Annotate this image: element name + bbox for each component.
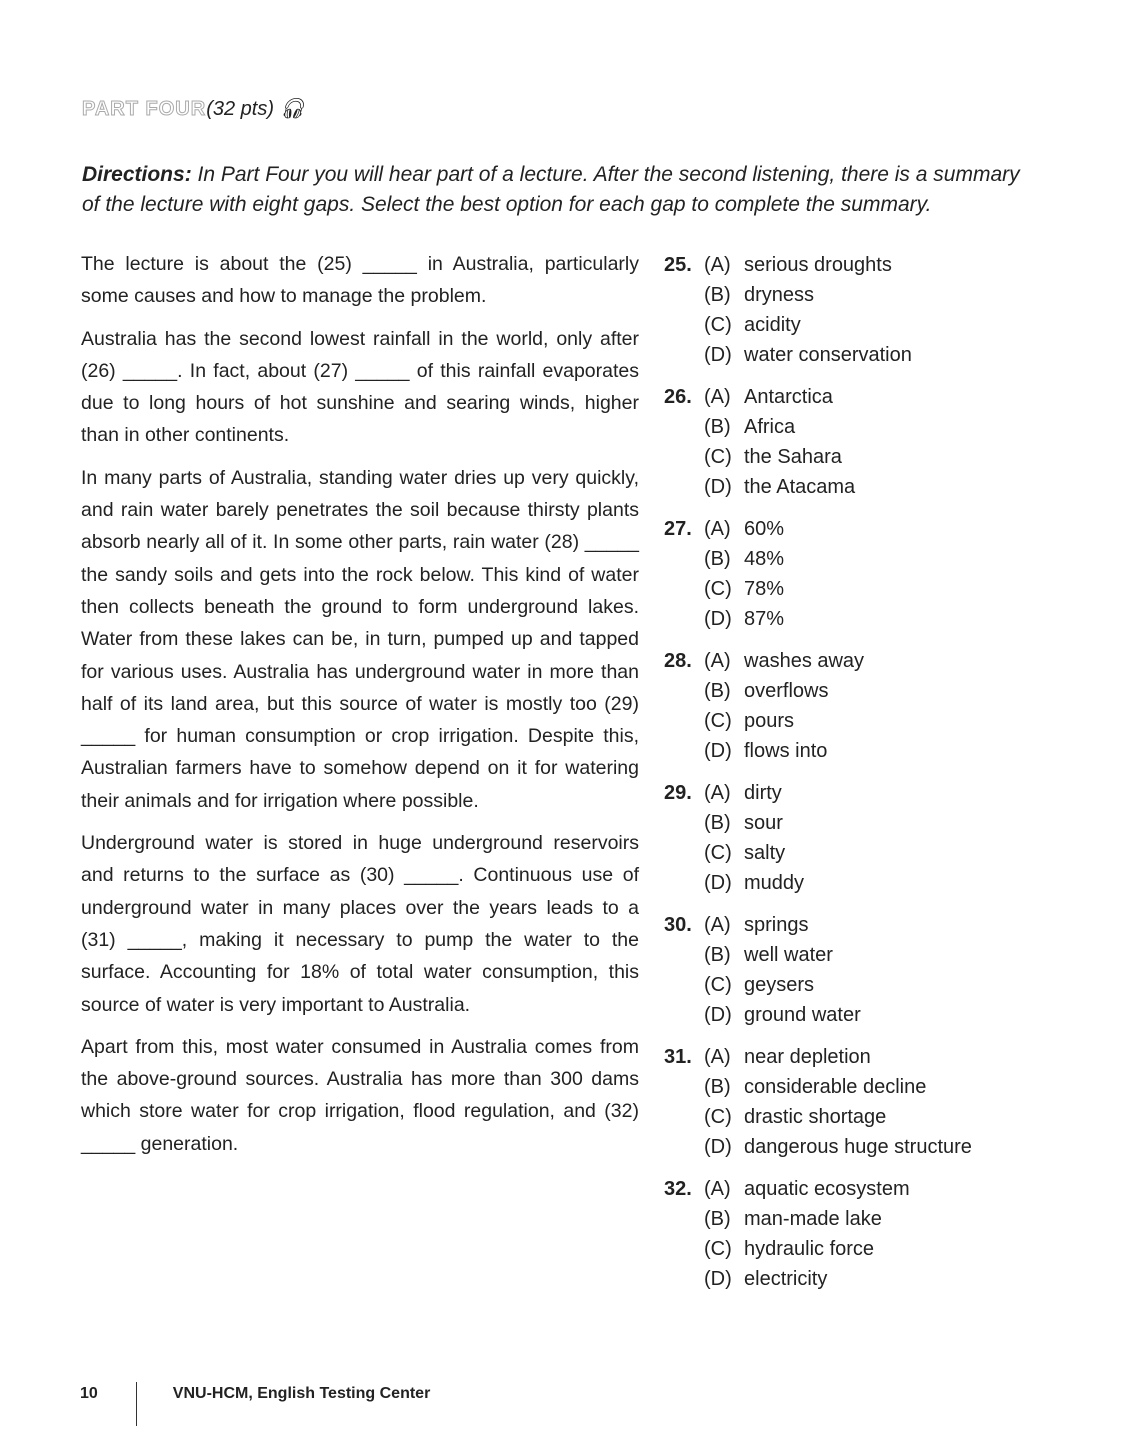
option-letter: (B) bbox=[704, 1208, 731, 1230]
points: (32 pts) bbox=[206, 98, 274, 120]
question-number bbox=[664, 310, 704, 340]
option-text: considerable decline bbox=[744, 1076, 927, 1098]
option-text: overflows bbox=[744, 680, 829, 702]
option-text: well water bbox=[744, 944, 833, 966]
question-number: 32. bbox=[664, 1178, 692, 1200]
option-text: drastic shortage bbox=[744, 1106, 887, 1128]
option[interactable] bbox=[664, 604, 972, 634]
option-text: springs bbox=[744, 914, 809, 936]
option-letter: (A) bbox=[704, 650, 731, 672]
question-number bbox=[664, 544, 704, 574]
option[interactable] bbox=[664, 940, 972, 970]
headphones-icon: 🎧︎ bbox=[279, 98, 305, 120]
option[interactable] bbox=[664, 778, 972, 808]
option-text: electricity bbox=[744, 1268, 828, 1290]
option-text: washes away bbox=[744, 650, 865, 672]
option-text: salty bbox=[744, 842, 786, 864]
option-letter: (C) bbox=[704, 974, 732, 996]
footer-org: VNU-HCM, English Testing Center bbox=[172, 1385, 431, 1402]
option-text: dryness bbox=[744, 284, 815, 306]
option-text: flows into bbox=[744, 740, 828, 762]
option[interactable] bbox=[664, 910, 972, 940]
question-number bbox=[664, 838, 704, 868]
question-number bbox=[664, 736, 704, 766]
option-letter: (A) bbox=[704, 914, 731, 936]
option-letter: (A) bbox=[704, 518, 731, 540]
option-text: Antarctica bbox=[744, 386, 833, 408]
question-number bbox=[664, 676, 704, 706]
question-25 bbox=[664, 250, 972, 370]
option-text: the Atacama bbox=[744, 476, 856, 498]
option-text: the Sahara bbox=[744, 446, 842, 468]
option-letter: (B) bbox=[704, 416, 731, 438]
option-text: hydraulic force bbox=[744, 1238, 875, 1260]
question-number: 31. bbox=[664, 1046, 692, 1068]
option[interactable] bbox=[664, 706, 972, 736]
passage-paragraph: Australia has the second lowest rainfall in the world, only after (26) _____. In fact, about (27) _____ of this rainfall evaporates due to long hours of hot sunshine and searing winds, higher than in other continents. bbox=[81, 327, 639, 447]
option-letter: (D) bbox=[704, 344, 732, 366]
option-letter: (A) bbox=[704, 782, 731, 804]
option[interactable] bbox=[664, 1174, 972, 1204]
answer-options bbox=[664, 250, 972, 1306]
question-number bbox=[664, 808, 704, 838]
directions-label: Directions: bbox=[82, 163, 192, 186]
question-29 bbox=[664, 778, 972, 898]
option-text: 87% bbox=[744, 608, 785, 630]
option-letter: (D) bbox=[704, 608, 732, 630]
option-text: sour bbox=[744, 812, 783, 834]
question-number bbox=[664, 412, 704, 442]
option-text: serious droughts bbox=[744, 254, 892, 276]
option[interactable] bbox=[664, 340, 972, 370]
question-32 bbox=[664, 1174, 972, 1294]
option[interactable] bbox=[664, 676, 972, 706]
question-27 bbox=[664, 514, 972, 634]
option[interactable] bbox=[664, 736, 972, 766]
option-letter: (B) bbox=[704, 944, 731, 966]
option[interactable] bbox=[664, 472, 972, 502]
question-number: 30. bbox=[664, 914, 692, 936]
passage-paragraph: Underground water is stored in huge underground reservoirs and returns to the surface as (30) _____. Continuous use of underground water in many places over the years leads to a (31) _____, making it necessary to pump the water to the surface. Accounting for 18% of total water consumption, this source of water is very important to Australia. bbox=[81, 832, 639, 1016]
question-number bbox=[664, 1072, 704, 1102]
option[interactable] bbox=[664, 442, 972, 472]
option-text: dangerous huge structure bbox=[744, 1136, 972, 1158]
question-number bbox=[664, 1234, 704, 1264]
option-text: 60% bbox=[744, 518, 785, 540]
question-number: 26. bbox=[664, 386, 692, 408]
option[interactable] bbox=[664, 1072, 972, 1102]
question-number bbox=[664, 706, 704, 736]
option-text: muddy bbox=[744, 872, 805, 894]
option-letter: (B) bbox=[704, 812, 731, 834]
option-text: geysers bbox=[744, 974, 815, 996]
option-letter: (D) bbox=[704, 740, 732, 762]
question-number: 27. bbox=[664, 518, 692, 540]
page-footer bbox=[80, 1372, 430, 1416]
option[interactable] bbox=[664, 868, 972, 898]
question-number bbox=[664, 1204, 704, 1234]
option[interactable] bbox=[664, 412, 972, 442]
option-letter: (A) bbox=[704, 1178, 731, 1200]
option[interactable] bbox=[664, 646, 972, 676]
option-text: dirty bbox=[744, 782, 782, 804]
option-letter: (D) bbox=[704, 476, 732, 498]
option[interactable] bbox=[664, 1132, 972, 1162]
page-number: 10 bbox=[80, 1385, 98, 1402]
option[interactable] bbox=[664, 1000, 972, 1030]
option[interactable] bbox=[664, 1264, 972, 1294]
option[interactable] bbox=[664, 310, 972, 340]
question-number bbox=[664, 970, 704, 1000]
question-number bbox=[664, 280, 704, 310]
option-text: aquatic ecosystem bbox=[744, 1178, 910, 1200]
option[interactable] bbox=[664, 970, 972, 1000]
option[interactable] bbox=[664, 514, 972, 544]
question-number bbox=[664, 1132, 704, 1162]
option[interactable] bbox=[664, 1204, 972, 1234]
option-text: 48% bbox=[744, 548, 785, 570]
option-letter: (C) bbox=[704, 314, 732, 336]
passage-paragraph: In many parts of Australia, standing water dries up very quickly, and rain water barely penetrates the soil because thirsty plants absorb nearly all of it. In some other parts, rain water (28) _____ the sandy soils and gets into the rock below. This kind of water then collects beneath the ground to form underground lakes. Water from these lakes can be, in turn, pumped up and tapped for various uses. Australia has underground water in more than half of its land area, but this source of water is mostly too (29) _____ for human consumption or crop irrigation. Despite this, Australian farmers have to somehow depend on it for watering their animals and for irrigation where possible. bbox=[81, 466, 639, 812]
passage-paragraph: Apart from this, most water consumed in Australia comes from the above-ground sources. Australia has more than 300 dams which store water for crop irrigation, flood regulation, and (32) _____ generation. bbox=[81, 1035, 639, 1155]
divider bbox=[136, 1382, 137, 1426]
question-31 bbox=[664, 1042, 972, 1162]
option[interactable] bbox=[664, 382, 972, 412]
option-text: 78% bbox=[744, 578, 785, 600]
option-text: man-made lake bbox=[744, 1208, 882, 1230]
option[interactable] bbox=[664, 808, 972, 838]
question-number bbox=[664, 868, 704, 898]
option[interactable] bbox=[664, 1234, 972, 1264]
question-number bbox=[664, 1102, 704, 1132]
option[interactable] bbox=[664, 1042, 972, 1072]
summary-passage bbox=[81, 248, 639, 1170]
option-letter: (D) bbox=[704, 1004, 732, 1026]
option-letter: (A) bbox=[704, 386, 731, 408]
option[interactable] bbox=[664, 1102, 972, 1132]
option[interactable] bbox=[664, 574, 972, 604]
option-letter: (C) bbox=[704, 446, 732, 468]
option[interactable] bbox=[664, 838, 972, 868]
question-28 bbox=[664, 646, 972, 766]
directions bbox=[82, 160, 1042, 220]
option-text: Africa bbox=[744, 416, 796, 438]
option-letter: (C) bbox=[704, 1106, 732, 1128]
option[interactable] bbox=[664, 250, 972, 280]
question-26 bbox=[664, 382, 972, 502]
option-text: water conservation bbox=[744, 344, 912, 366]
option-letter: (B) bbox=[704, 284, 731, 306]
option-letter: (D) bbox=[704, 872, 732, 894]
part-title: PART FOUR bbox=[82, 98, 207, 120]
option-text: pours bbox=[744, 710, 795, 732]
option-letter: (C) bbox=[704, 842, 732, 864]
directions-text: In Part Four you will hear part of a lecture. After the second listening, there is a summary of the lecture with eight gaps. Select the best option for each gap to complete the summary. bbox=[82, 163, 1020, 216]
question-number: 25. bbox=[664, 254, 692, 276]
option-letter: (A) bbox=[704, 254, 731, 276]
option-text: near depletion bbox=[744, 1046, 871, 1068]
option-letter: (C) bbox=[704, 578, 732, 600]
option-letter: (D) bbox=[704, 1136, 732, 1158]
option-letter: (D) bbox=[704, 1268, 732, 1290]
question-number bbox=[664, 442, 704, 472]
question-number: 29. bbox=[664, 782, 692, 804]
passage-paragraph: The lecture is about the (25) _____ in Australia, particularly some causes and how to manage the problem. bbox=[81, 253, 639, 308]
option-letter: (C) bbox=[704, 710, 732, 732]
option-letter: (C) bbox=[704, 1238, 732, 1260]
option[interactable] bbox=[664, 544, 972, 574]
option-text: acidity bbox=[744, 314, 801, 336]
option-text: ground water bbox=[744, 1004, 861, 1026]
question-30 bbox=[664, 910, 972, 1030]
option-letter: (B) bbox=[704, 548, 731, 570]
option[interactable] bbox=[664, 280, 972, 310]
question-number bbox=[664, 604, 704, 634]
question-number bbox=[664, 1264, 704, 1294]
option-letter: (B) bbox=[704, 680, 731, 702]
option-letter: (A) bbox=[704, 1046, 731, 1068]
question-number bbox=[664, 472, 704, 502]
question-number bbox=[664, 1000, 704, 1030]
question-number: 28. bbox=[664, 650, 692, 672]
question-number bbox=[664, 340, 704, 370]
question-number bbox=[664, 574, 704, 604]
question-number bbox=[664, 940, 704, 970]
option-letter: (B) bbox=[704, 1076, 731, 1098]
section-header bbox=[82, 96, 305, 121]
